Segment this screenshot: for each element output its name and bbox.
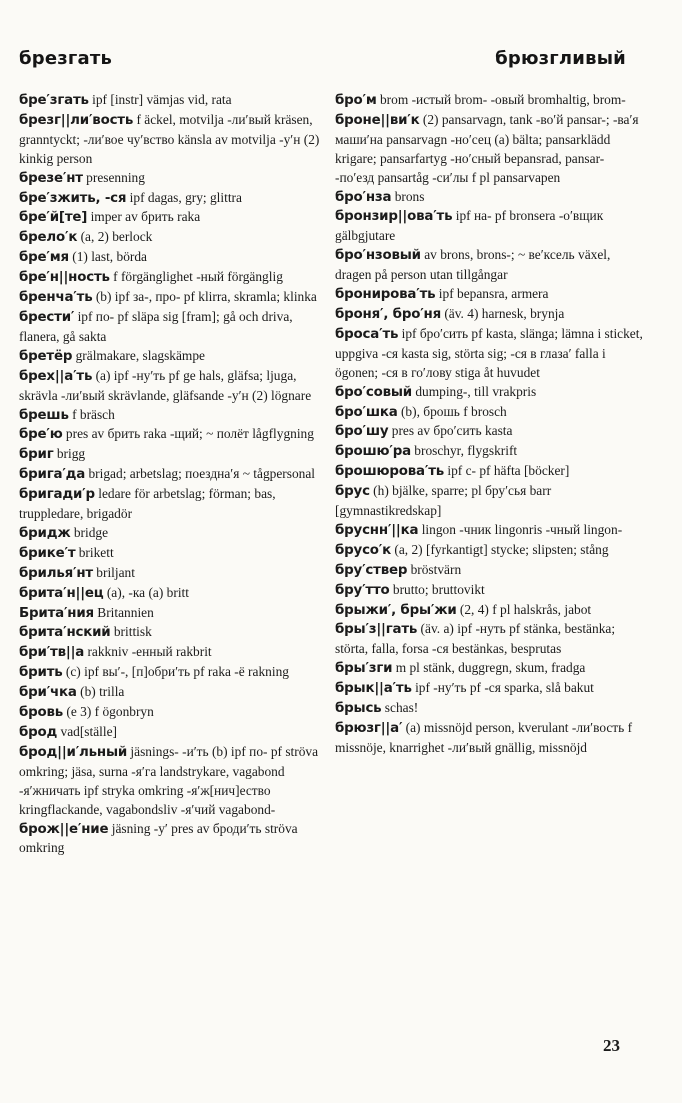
entry-headword: бро′шу (335, 424, 389, 440)
entry-headword: брык||а′ть (335, 681, 412, 697)
dictionary-entry (335, 521, 643, 541)
entry-headword: брус (335, 484, 370, 500)
entry-headword: брошю′ра (335, 444, 411, 460)
entry-definition: (b), брошь f brosch (397, 403, 507, 419)
entry-definition: f äckel, motvilja -ли′вый kräsen, granntyckt; -ли′вое чу′вство känsla av motvilja -у′н (2) kinkig person (19, 111, 320, 166)
entry-headword: брод (19, 725, 58, 740)
entry-headword: бре′згать (19, 93, 89, 108)
entry-headword: бре′й[те] (19, 210, 88, 226)
entry-definition: (2, 4) f pl halskrås, jabot (456, 601, 592, 617)
entry-headword: брике′т (19, 545, 76, 561)
dictionary-entry (19, 248, 327, 268)
entry-definition: presenning (82, 169, 145, 185)
entry-definition: (h) bjälke, sparre; pl бру′сья barr [gymnastikredskap] (335, 483, 552, 519)
entry-definition: brigad; arbetslag; поездна′я ~ tågpersonal (85, 466, 316, 482)
dictionary-entry (19, 228, 327, 248)
entry-definition: lingon -чник lingonris -чный lingon- (418, 521, 623, 537)
entry-definition: jäsning -у′ pres av броди′ть ströva omkring (19, 820, 298, 856)
right-column (335, 91, 643, 758)
entry-definition: ipf с- pf häfta [böcker] (444, 463, 570, 479)
entry-definition: pres av брить raka -щий; ~ полёт lågflygning (62, 426, 314, 442)
entry-headword: бридж (19, 525, 71, 541)
dictionary-entry (19, 169, 327, 189)
entry-headword: бригади′р (19, 487, 95, 503)
entry-headword: брить (19, 665, 63, 681)
dictionary-entry (19, 604, 327, 624)
entry-headword: брод||и′льный (19, 744, 128, 760)
dictionary-entry (19, 544, 327, 564)
running-head-left: брезгать (19, 48, 113, 69)
entry-definition: brikett (75, 544, 114, 560)
dictionary-entry (335, 719, 643, 758)
entry-headword: брилья′нт (19, 565, 93, 581)
dictionary-entry (335, 659, 643, 679)
entry-headword: бре′зжить, -ся (19, 190, 127, 206)
dictionary-entry (19, 288, 327, 308)
dictionary-entry (19, 406, 327, 426)
entry-headword: брысь (335, 701, 382, 717)
dictionary-entry (19, 308, 327, 347)
dictionary-entry (335, 383, 643, 403)
entry-definition: (е 3) f ögonbryn (63, 704, 154, 720)
entry-definition: (а), -ка (а) britt (103, 584, 189, 600)
entry-definition: schas! (381, 700, 419, 716)
entry-definition: vad[ställe] (57, 724, 118, 739)
dictionary-entry (335, 699, 643, 719)
entry-definition: pres av бро′сить kasta (388, 423, 513, 439)
entry-headword: брезг||ли′вость (19, 112, 134, 128)
dictionary-entry (19, 445, 327, 465)
dictionary-entry (19, 643, 327, 663)
dictionary-entry (335, 422, 643, 442)
entry-headword: брыжи′, бры′жи (335, 602, 457, 618)
entry-definition: broschyr, flygskrift (410, 443, 518, 459)
dictionary-entry (335, 207, 643, 246)
entry-headword: броня′, бро′ня (335, 306, 441, 322)
dictionary-entry (335, 561, 643, 581)
dictionary-entry (19, 723, 327, 743)
entry-definition: ipf [instr] vämjas vid, rata (88, 92, 232, 107)
entry-headword: брести′ (19, 309, 75, 325)
entry-definition: brutto; bruttovikt (389, 581, 485, 597)
dictionary-entry (19, 91, 327, 111)
entry-headword: бры′зги (335, 661, 393, 677)
dictionary-entry (335, 246, 643, 285)
dictionary-entry (19, 743, 327, 820)
entry-definition: (а, 2) [fyrkantigt] stycke; slipsten; stång (391, 541, 609, 557)
entry-headword: брешь (19, 407, 69, 423)
entry-headword: бре′н||ность (19, 270, 110, 286)
dictionary-entry (335, 305, 643, 325)
entry-headword: бронзир||ова′ть (335, 209, 453, 225)
entry-definition: brom -истый brom- -овый bromhaltig, brom- (376, 92, 626, 107)
entry-definition: (2) pansarvagn, tank -во′й pansar-; -ва′я маши′на pansarvagn -но′сец (а) bälta; pansarklädd krigare; pansarfartyg -но′сный bepansrad, pansar- -по′езд pansartåg -си′лы f pl pansarvapen (335, 111, 639, 185)
entry-headword: броне||ви′к (335, 112, 420, 128)
entry-definition: dumping-, till vrakpris (411, 383, 537, 399)
entry-headword: бру′тто (335, 582, 390, 598)
entry-headword: бронирова′ть (335, 287, 436, 303)
running-head-right: брюзгливый (495, 48, 626, 69)
entry-headword: бри′чка (19, 685, 77, 701)
dictionary-entry (335, 285, 643, 305)
entry-definition: (äv. 4) harnesk, brynja (440, 305, 565, 321)
dictionary-entry (335, 111, 643, 188)
entry-headword: бре′мя (19, 250, 69, 266)
entry-definition: ipf dagas, gry; glittra (126, 189, 242, 205)
entry-headword: брож||е′ние (19, 821, 109, 837)
dictionary-entry (19, 465, 327, 485)
entry-definition: ipf бро′сить pf kasta, slänga; lämna i sticket, uppgiva -ся kasta sig, störta sig; -ся в глаза′ falla i ögonen; -ся в го′лову stiga åt huvudet (335, 325, 643, 380)
entry-definition: brittisk (110, 624, 152, 640)
entry-definition: m pl stänk, duggregn, skum, fradga (392, 660, 586, 676)
dictionary-entry (19, 268, 327, 288)
dictionary-entry (335, 442, 643, 462)
entry-definition: (b) trilla (76, 684, 125, 700)
entry-definition: grälmakare, slagskämpe (72, 347, 205, 363)
dictionary-entry (19, 683, 327, 703)
entry-headword: бри′тв||а (19, 645, 85, 661)
entry-headword: Брита′ния (19, 605, 94, 621)
dictionary-entry (335, 91, 643, 111)
entry-definition: brons (391, 188, 425, 204)
entry-headword: брита′н||ец (19, 585, 104, 601)
entry-headword: бро′нзовый (335, 248, 421, 264)
entry-headword: брошюрова′ть (335, 464, 445, 480)
entry-definition: av brons, brons-; ~ ве′ксель växel, dragen på person utan tillgångar (335, 247, 611, 283)
dictionary-entry (335, 541, 643, 561)
dictionary-entry (19, 524, 327, 544)
dictionary-entry (19, 485, 327, 524)
entry-definition: ledare för arbetslag; förman; bas, truppledare, brigadör (19, 486, 276, 522)
entry-definition: (а, 2) berlock (77, 229, 153, 245)
entry-headword: брюзг||а′ (335, 721, 403, 736)
entry-headword: бренча′ть (19, 290, 93, 306)
entry-headword: бру′ствер (335, 562, 408, 578)
entry-headword: брех||а′ть (19, 368, 93, 384)
entry-definition: jäsnings- -и′ть (b) ipf по- pf ströva omkring; jäsa, surna -я′га landstrykare, vagabond -я′жничать ipf stryka omkring -я′ж[нич]ество kringflackande, vagabondsliv -я′чий vagabond- (19, 743, 319, 817)
dictionary-entry (335, 325, 643, 383)
entry-headword: бро′м (335, 93, 377, 108)
entry-headword: брусо′к (335, 542, 392, 558)
entry-headword: брита′нский (19, 625, 111, 641)
entry-headword: броса′ть (335, 326, 399, 342)
entry-headword: брига′да (19, 467, 86, 483)
entry-definition: bröstvärn (407, 561, 462, 577)
dictionary-entry (19, 820, 327, 859)
entry-headword: бре′ю (19, 427, 63, 443)
dictionary-entry (335, 188, 643, 208)
dictionary-entry (19, 425, 327, 445)
entry-headword: бро′нза (335, 189, 392, 205)
entry-definition: brigg (53, 446, 86, 462)
entry-definition: (с) ipf вы′-, [п]обри′ть pf raka -ё rakning (62, 664, 289, 680)
entry-headword: бро′шка (335, 404, 398, 420)
dictionary-entry (335, 679, 643, 699)
entry-definition: f förgänglighet -ный förgänglig (109, 269, 283, 285)
entry-headword: бриг (19, 447, 54, 463)
entry-definition: rakkniv -енный rakbrit (84, 644, 212, 660)
entry-definition: (а) ipf -ну′ть pf ge hals, gläfsa; ljuga, skrävla -ли′вый skrävlande, gläfsande -у′н (2) lögnare (19, 367, 312, 403)
entry-definition: bridge (70, 524, 109, 540)
dictionary-entry (19, 623, 327, 643)
entry-definition: ipf bepansra, armera (435, 286, 549, 302)
entry-definition: Britannien (93, 604, 154, 620)
dictionary-entry (19, 347, 327, 367)
entry-headword: бры′з||гать (335, 622, 418, 638)
entry-definition: (1) last, börda (68, 249, 147, 265)
entry-definition: briljant (92, 564, 135, 580)
entry-definition: (а) missnöjd person, kverulant -ли′вость f missnöje, knarrighet -ли′вый gnällig, missnöjd (335, 720, 633, 755)
dictionary-entry (19, 189, 327, 209)
dictionary-entry (335, 620, 643, 659)
dictionary-entry (335, 601, 643, 621)
entry-headword: брезе′нт (19, 170, 83, 186)
entry-definition: f bräsch (68, 406, 115, 422)
dictionary-entry (335, 581, 643, 601)
entry-headword: бретёр (19, 348, 73, 364)
dictionary-entry (19, 703, 327, 723)
entry-definition: ipf по- pf släpa sig [fram]; gå och driva, flanera, gå sakta (19, 308, 293, 344)
entry-headword: бровь (19, 705, 64, 721)
entry-headword: бро′совый (335, 384, 412, 400)
entry-definition: ipf -ну′ть pf -ся sparka, slå bakut (411, 680, 594, 696)
entry-definition: (b) ipf за-, про- pf klirra, skramla; klinka (92, 289, 317, 305)
dictionary-entry (335, 403, 643, 423)
left-column (19, 91, 327, 858)
entry-definition: (äv. а) ipf -нуть pf stänka, bestänka; störta, falla, forsa -ся bestänkas, besprutas (335, 621, 616, 657)
entry-headword: бруснн′||ка (335, 522, 419, 538)
entry-definition: ipf на- pf bronsera -о′вщик gälbgjutare (335, 208, 604, 244)
dictionary-entry (335, 462, 643, 482)
dictionary-entry (19, 208, 327, 228)
dictionary-entry (19, 564, 327, 584)
page-number: 23 (603, 1036, 620, 1055)
dictionary-entry (19, 111, 327, 169)
entry-definition: imper av брить raka (87, 209, 201, 225)
entry-headword: брело′к (19, 230, 78, 246)
dictionary-entry (19, 663, 327, 683)
dictionary-entry (19, 584, 327, 604)
dictionary-entry (335, 482, 643, 521)
dictionary-entry (19, 367, 327, 406)
